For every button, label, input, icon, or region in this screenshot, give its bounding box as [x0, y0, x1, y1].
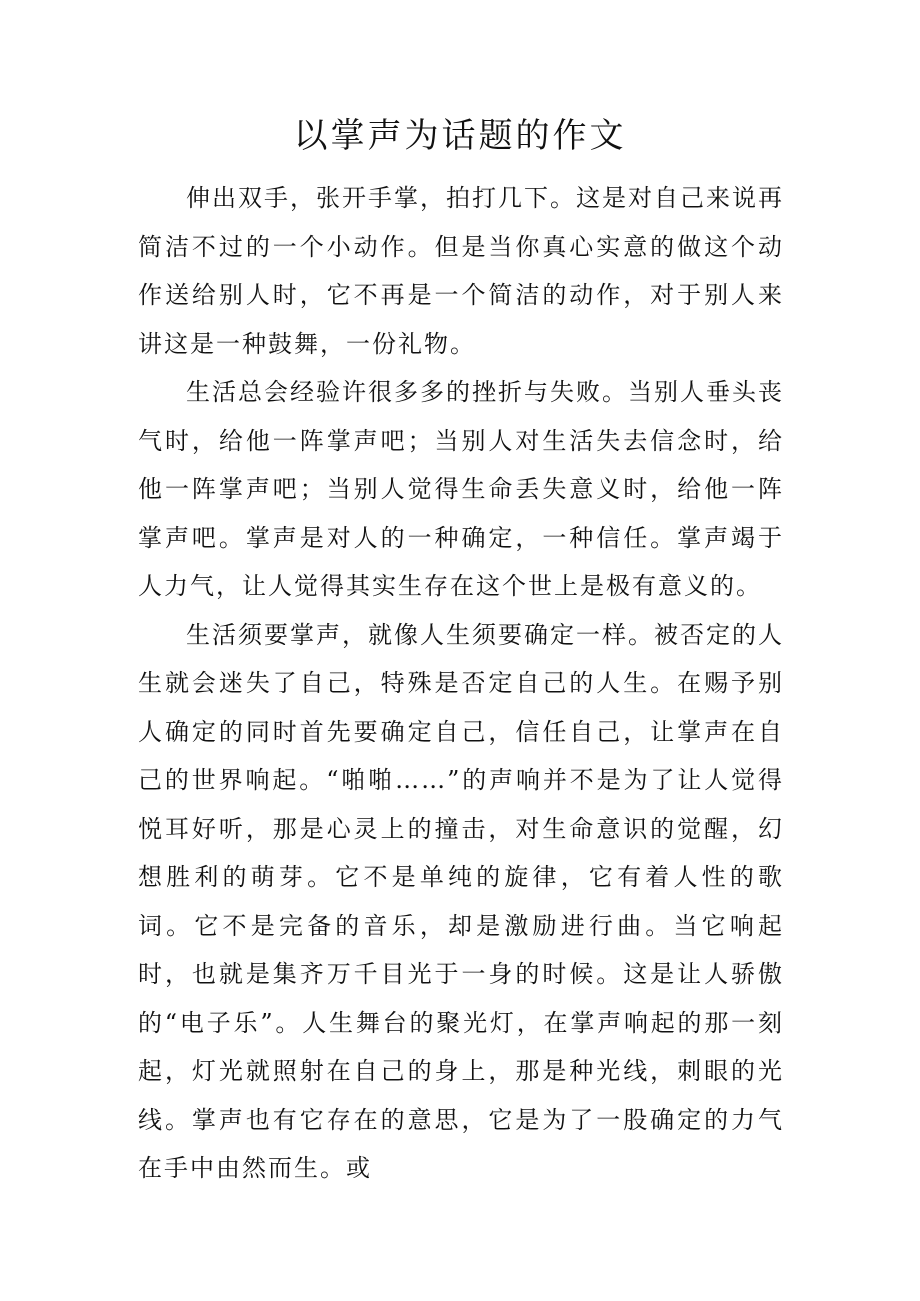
- document-body: [138, 174, 784, 1193]
- document-title: 以掌声为话题的作文: [293, 116, 627, 156]
- paragraph: 生活总会经验许很多多的挫折与失败。当别人垂头丧气时，给他一阵掌声吧；当别人对生活失去信念时，给他一阵掌声吧；当别人觉得生命丢失意义时，给他一阵掌声吧。掌声是对人的一种确定，一种信任。掌声竭于人力气，让人觉得其实生存在这个世上是极有意义的。: [138, 378, 784, 600]
- paragraph: 伸出双手，张开手掌，拍打几下。这是对自己来说再简洁不过的一个小动作。但是当你真心实意的做这个动作送给别人时，它不再是一个简洁的动作，对于别人来讲这是一种鼓舞，一份礼物。: [138, 184, 784, 358]
- paragraph: 生活须要掌声，就像人生须要确定一样。被否定的人生就会迷失了自己，特殊是否定自己的人生。在赐予别人确定的同时首先要确定自己，信任自己，让掌声在自己的世界响起。“啪啪……”的声响并不是为了让人觉得悦耳好听，那是心灵上的撞击，对生命意识的觉醒，幻想胜利的萌芽。它不是单纯的旋律，它有着人性的歌词。它不是完备的音乐，却是激励进行曲。当它响起时，也就是集齐万千目光于一身的时候。这是让人骄傲的“电子乐”。人生舞台的聚光灯，在掌声响起的那一刻起，灯光就照射在自己的身上，那是种光线，刺眼的光线。掌声也有它存在的意思，它是为了一股确定的力气在手中由然而生。或: [138, 620, 784, 1182]
